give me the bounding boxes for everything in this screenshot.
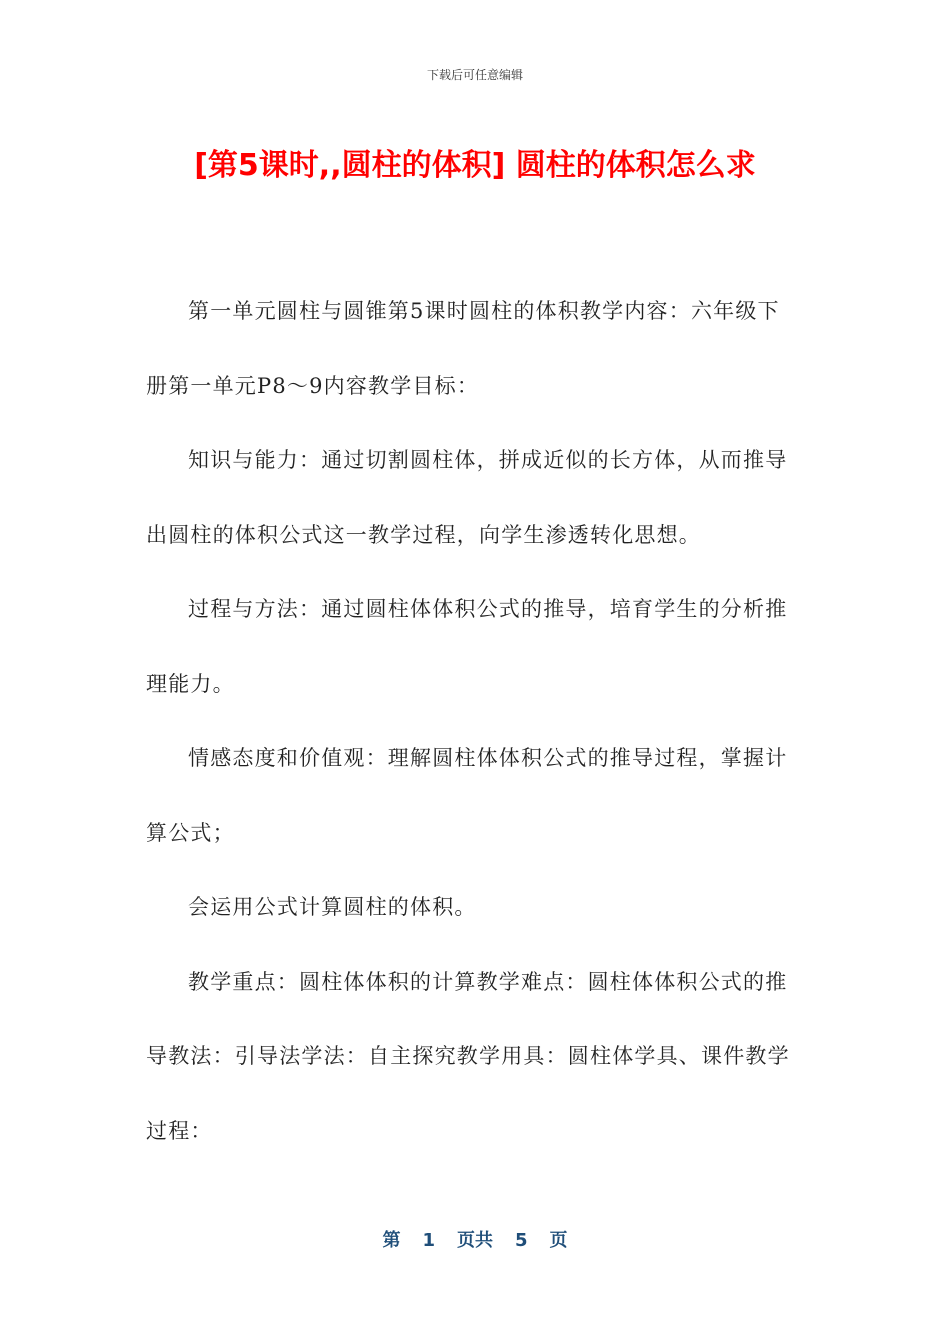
footer-page-number: 1: [422, 1230, 435, 1251]
paragraph-attitude-values: 情感态度和价值观：理解圆柱体体积公式的推导过程，掌握计算公式；: [146, 746, 788, 845]
paragraph-knowledge-ability: 知识与能力：通过切割圆柱体，拼成近似的长方体，从而推导出圆柱的体积公式这一教学过程，向学生渗透转化思想。: [146, 448, 788, 547]
paragraph-apply-formula: 会运用公式计算圆柱的体积。: [188, 895, 477, 919]
paragraph-process-method: 过程与方法：通过圆柱体体积公式的推导，培育学生的分析推理能力。: [146, 597, 788, 696]
footer-total-pages: 5: [515, 1230, 528, 1251]
footer-prefix: 第: [382, 1230, 401, 1251]
document-title: [第5课时,,圆柱的体积] 圆柱的体积怎么求: [194, 148, 756, 183]
paragraph-content-objectives: 第一单元圆柱与圆锥第5课时圆柱的体积教学内容：六年级下册第一单元P8～9内容教学目标：: [146, 299, 780, 398]
page-footer: [0, 1226, 950, 1252]
header-note: 下载后可任意编辑: [426, 68, 523, 82]
paragraph-key-points: 教学重点：圆柱体体积的计算教学难点：圆柱体体积公式的推导教法：引导法学法：自主探究教学用具：圆柱体学具、课件教学过程：: [146, 969, 790, 1143]
footer-suffix: 页: [549, 1230, 568, 1251]
footer-mid: 页共: [457, 1230, 493, 1251]
document-body: [146, 274, 792, 1168]
